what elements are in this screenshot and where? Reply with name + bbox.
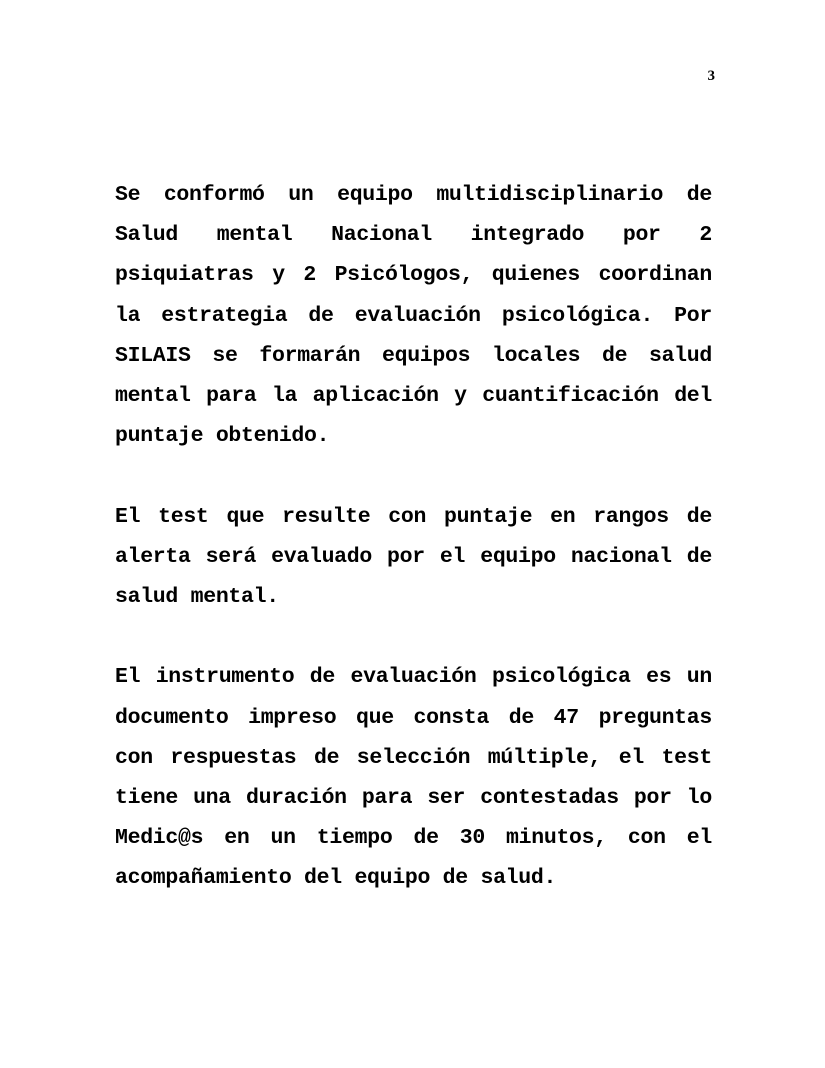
paragraph-instrumento-evaluacion: El instrumento de evaluación psicológica es un documento impreso que consta de 47 preguntas con respuestas de selección múltiple, el test tiene una duración para ser contestadas por lo Medic@s en un tiempo de 30 minutos, con el acompañamiento del equipo de salud. [115,665,712,891]
document-body [115,175,712,939]
paragraph-equipo-salud-mental: Se conformó un equipo multidisciplinario de Salud mental Nacional integrado por 2 psiquiatras y 2 Psicólogos, quienes coordinan la estrategia de evaluación psicológica. Por SILAIS se formarán equipos locales de salud mental para la aplicación y cuantificación del puntaje obtenido. [115,183,712,449]
paragraph-test-alerta: El test que resulte con puntaje en rangos de alerta será evaluado por el equipo nacional de salud mental. [115,504,712,610]
page-number: 3 [707,68,715,84]
